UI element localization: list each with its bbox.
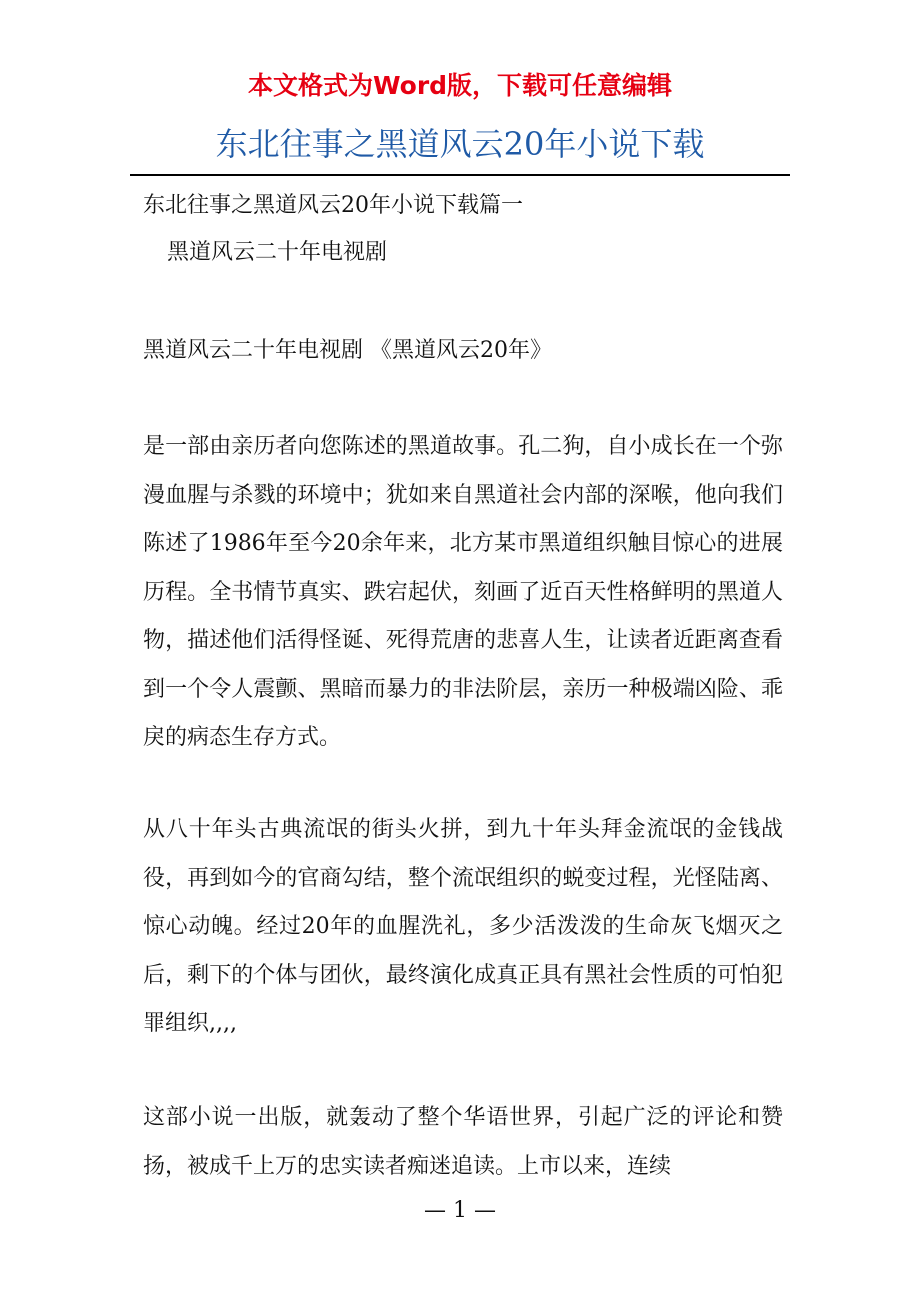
- section-heading: 东北往事之黑道风云20年小说下载篇一: [143, 193, 523, 218]
- document-title: 东北往事之黑道风云20年小说下载: [215, 125, 705, 163]
- title-divider: [130, 174, 790, 176]
- format-notice: 本文格式为Word版，下载可任意编辑: [247, 71, 673, 100]
- paragraph-4: 这部小说一出版，就轰动了整个华语世界，引起广泛的评论和赞扬，被成千上万的忠实读者痴迷追读。上市以来，连续: [143, 1105, 783, 1179]
- paragraph-1: 黑道风云二十年电视剧 《黑道风云20年》: [143, 338, 552, 363]
- paragraph-3: 从八十年头古典流氓的街头火拼，到九十年头拜金流氓的金钱战役，再到如今的官商勾结，整个流氓组织的蜕变过程，光怪陆离、惊心动魄。经过20年的血腥洗礼，多少活泼泼的生命灰飞烟灭之后，剩下的个体与团伙，最终演化成真正具有黑社会性质的可怕犯罪组织,,,,: [143, 817, 783, 1036]
- subheading: 黑道风云二十年电视剧: [167, 240, 388, 265]
- paragraph-2: 是一部由亲历者向您陈述的黑道故事。孔二狗，自小成长在一个弥漫血腥与杀戮的环境中；犹如来自黑道社会内部的深喉，他向我们陈述了1986年至今20余年来，北方某市黑道组织触目惊心的进展历程。全书情节真实、跌宕起伏，刻画了近百天性格鲜明的黑道人物，描述他们活得怪诞、死得荒唐的悲喜人生，让读者近距离查看到一个令人震颤、黑暗而暴力的非法阶层，亲历一种极端凶险、乖戾的病态生存方式。: [143, 434, 783, 750]
- page-number: — 1 —: [424, 1198, 496, 1223]
